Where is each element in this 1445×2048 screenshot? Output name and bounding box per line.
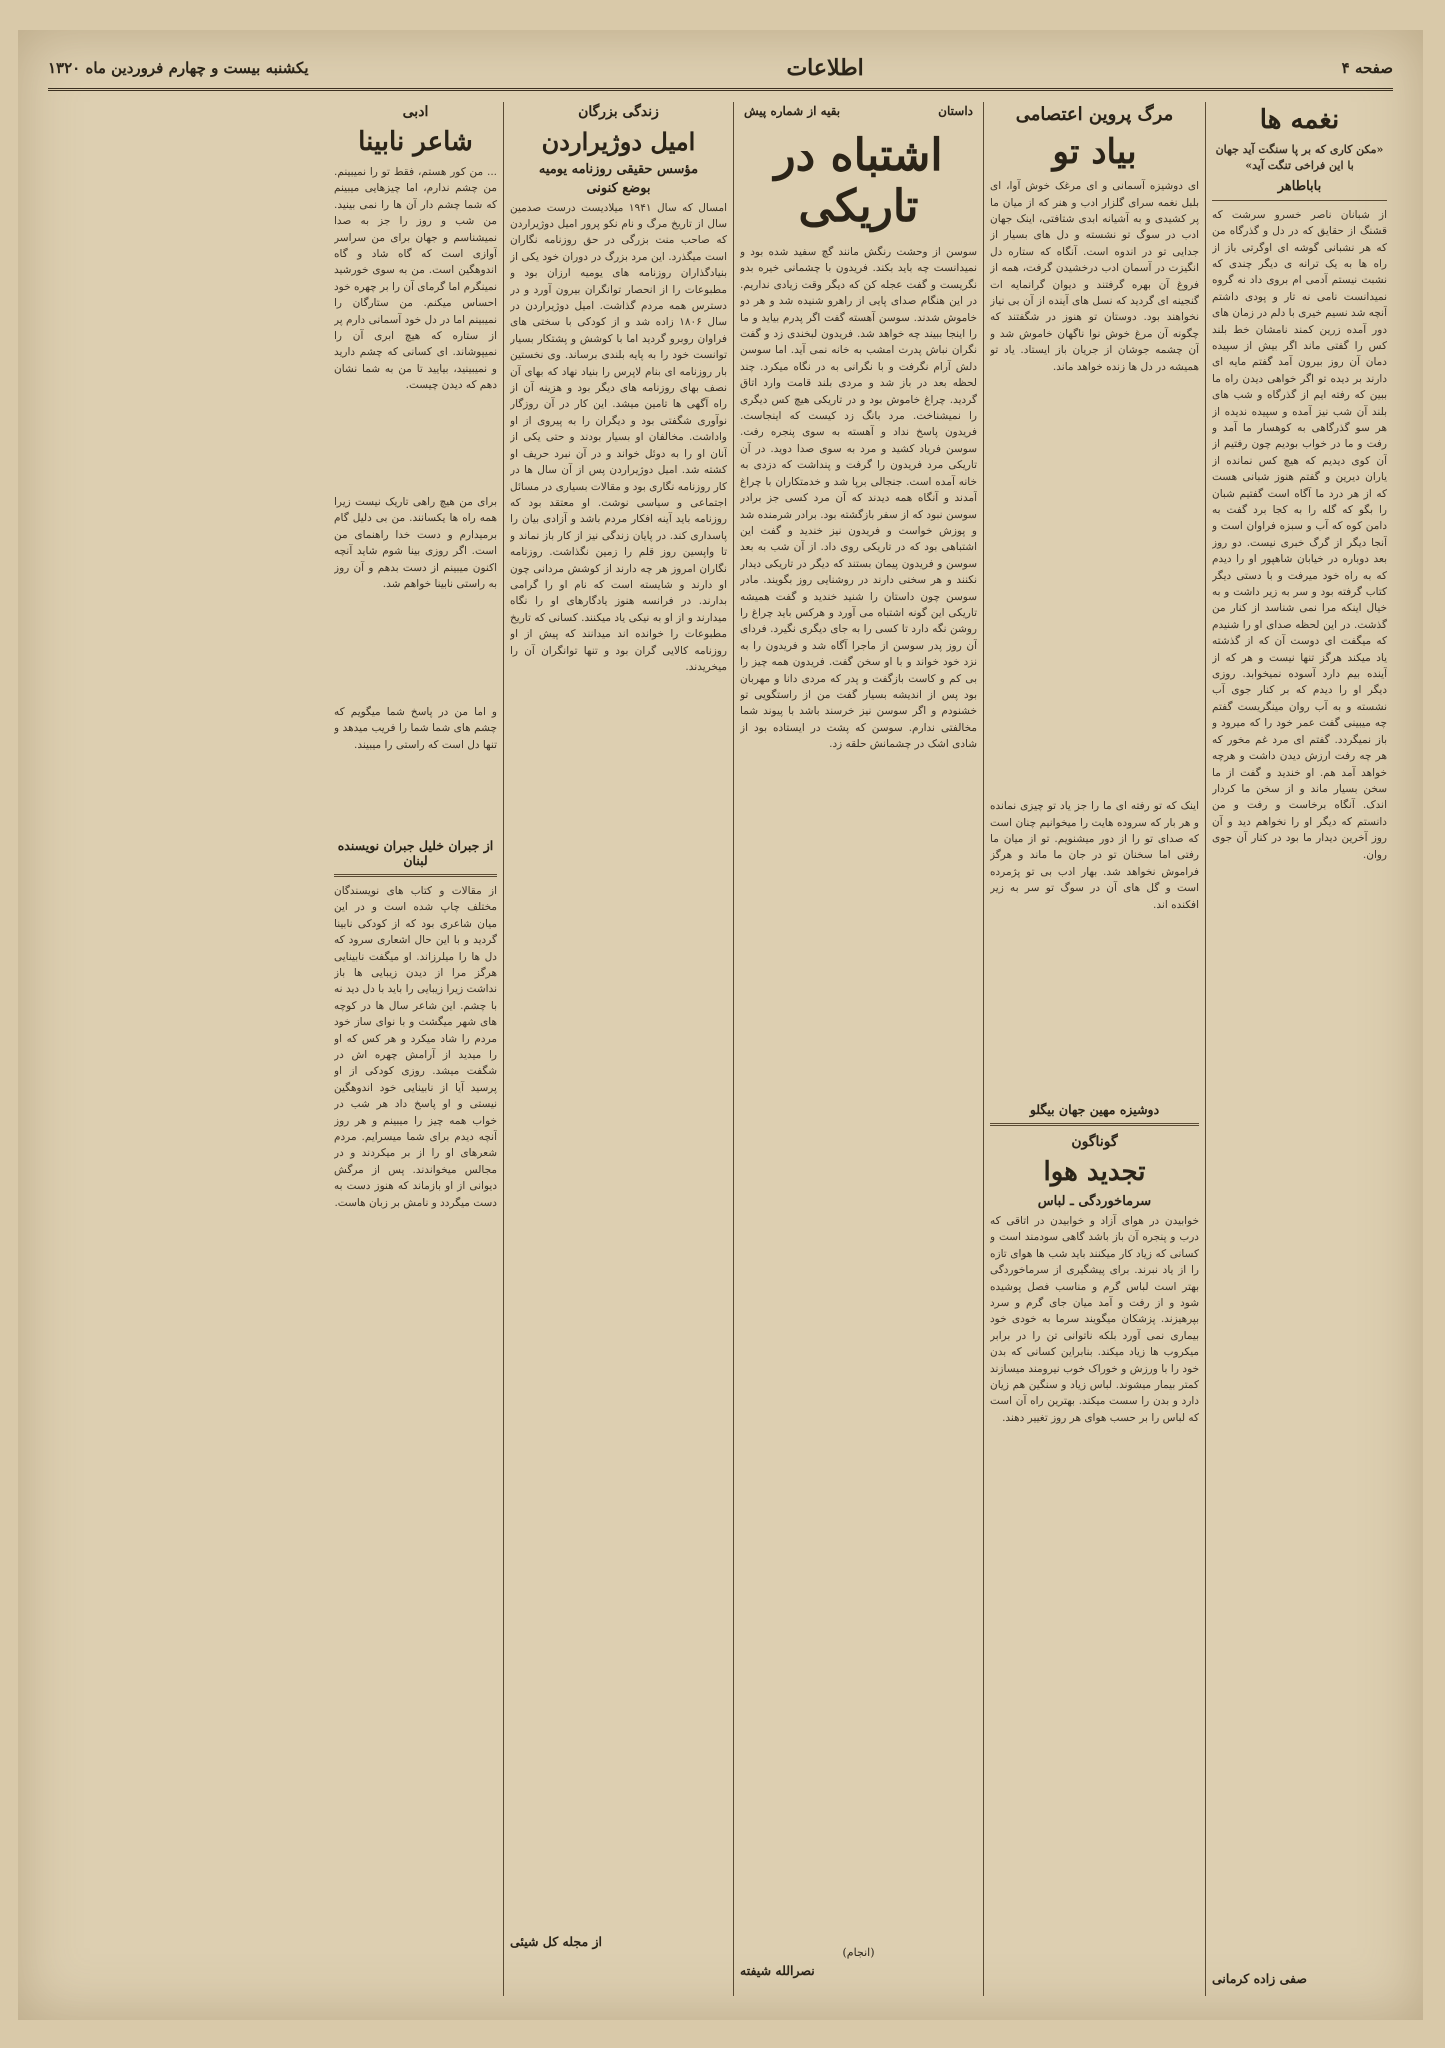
author-signature: صفی زاده کرمانی bbox=[1212, 1970, 1307, 1986]
misc-title: تجدید هوا bbox=[1043, 1157, 1146, 1188]
misc-body: خوابیدن در هوای آزاد و خوابیدن در اتاقی که درب و پنجره آن باز باشد گاهی سودمند است و کسانی که زیاد کار میکنند باید شب ها هوای تازه را از یاد نبرند. برای پیشگیری از سرماخوردگی بهتر است لباس گرم و مناسب فصل پوشیده شود و از رفت و آمد میان جای گرم و سرد بپرهیزند. پزشکان میگویند سرما به خودی خود بیماری نمی آورد بلکه ناتوانی تن را در برابر میکروب ها زیاد میکند. بنابراین کسانی که بدن خود را با ورزش و خوراک خوب نیرومند میسازند کمتر بیمار میشوند. لباس زیاد و سنگین هم زیان دارد و بدن را سست میکند. بهترین راه آن است که لباس را بر حسب هوای هر روز تغییر دهند. bbox=[990, 1214, 1199, 1424]
column-poems bbox=[1205, 102, 1393, 1996]
issue-date: یکشنبه بیست و چهارم فروردین ماه ۱۳۲۰ bbox=[48, 59, 309, 77]
article-subtitle: مؤسس حقیقی روزنامه یومیه bbox=[538, 161, 699, 177]
epigraph-author: باباطاهر bbox=[1277, 178, 1322, 194]
column-parvin bbox=[983, 102, 1205, 1996]
section-label: مرگ پروین اعتصامی bbox=[1015, 104, 1174, 125]
divider bbox=[1212, 200, 1387, 201]
author-signature: دوشیزه مهین جهان بیگلو bbox=[1029, 1102, 1160, 1118]
author-signature: از جبران خلیل جبران نویسنده لبنان bbox=[337, 837, 494, 868]
page-number: صفحه ۴ bbox=[1341, 59, 1393, 77]
section-right: داستان bbox=[938, 104, 973, 118]
column-story bbox=[733, 102, 983, 1996]
article-body-4: از مقالات و کتاب های نویسندگان مختلف چاپ شده است و در این میان شاعری بود که از کودکی نابینا گردید و با این حال اشعاری سرود که دل ها را میلرزاند. او میگفت نابینایی هرگز مرا از دیدن زیبایی ها باز نداشت زیرا زیبایی را باید با دل دید نه با چشم. این شاعر سال ها در کوچه های شهر میگشت و با نوای ساز خود مردم را شاد میکرد و هر کس که او را میدید از آرامش چهره اش در شگفت میشد. روزی کودکی از او پرسید آیا از نابینایی خود اندوهگین نیستی و او پاسخ داد هر شب در خواب همه چیز را میبینم و هر روز آنچه دیدم برای شما میسرایم. مردم شعرهای او را از بر میکردند و در مجالس میخواندند. پس از مرگش دیوانی از او بازماند که هنوز دست به دست میگردد و نامش بر زبان هاست. bbox=[334, 884, 497, 1209]
section-left: بقیه از شماره پیش bbox=[744, 104, 841, 118]
column-literary bbox=[328, 102, 503, 1996]
divider bbox=[990, 1123, 1199, 1126]
article-body: ای دوشیزه آسمانی و ای مرغک خوش آوا، ای بلبل نغمه سرای گلزار ادب و هنر که از میان ما پر کشیدی و به آشیانه ابدی شتافتی، اینک جهان ادب در سوگ تو نشسته و دل های بسیار از جدایی تو در اندوه است. آنگاه که ستاره دل انگیزت در آسمان ادب درخشیدن گرفت، همه از فروغ آن بهره گرفتند و دیوان گرانمایه ات گنجینه ای گردید که نسل های آینده از آن بی نیاز نخواهند بود. دوستان تو هنوز در شگفتند که چگونه آن مرغ خوش نوا ناگهان خاموش شد و آن چشمه جوشان از جریان باز ایستاد. یاد تو همیشه در دل ها زنده خواهد ماند. bbox=[990, 180, 1199, 373]
columns bbox=[48, 102, 1393, 1996]
article-body-2: برای من هیچ راهی تاریک نیست زیرا همه راه ها یکسانند. من بی دلیل گام برمیدارم و دست خدا راهنمای من است. اگر روزی بینا شوم شاید آنچه اکنون میبینم از دست بدهم و آن روز به راستی نابینا خواهم شد. bbox=[334, 495, 497, 590]
newspaper-logo: اطلاعات bbox=[786, 55, 864, 81]
story-body: سوسن از وحشت رنگش مانند گچ سفید شده بود و نمیدانست چه باید بکند. فریدون با چشمانی خیره بدو نگریست و گفت عجله کن که دیگر وقت زیادی نداریم. در این هنگام صدای پایی از راهرو شنیده شد و هر دو خاموش شدند. سوسن آهسته گفت اگر پدرم بیاید و ما را اینجا ببیند چه خواهد شد. فریدون لبخندی زد و گفت نگران نباش پدرت امشب به خانه نمی آید. اما سوسن دلش آرام نگرفت و با نگرانی به در نگاه میکرد. چند لحظه بعد در باز شد و مردی بلند قامت وارد اتاق گردید. چراغ خاموش بود و در تاریکی هیچ کس دیگری را نمیشناخت. مرد بانگ زد کیست که اینجاست. فریدون پاسخ نداد و آهسته به سوی پنجره رفت. سوسن فریاد کشید و مرد به سوی صدا دوید. در آن تاریکی مرد فریدون را گرفت و پنداشت که دزدی به خانه آمده است. جنجالی برپا شد و خدمتکاران با چراغ آمدند و آنگاه همه دیدند که آن مرد کسی جز برادر سوسن نبود که از سفر بازگشته بود. برادر شرمنده شد و پوزش خواست و فریدون نیز خندید و گفت این اشتباهی بود که در تاریکی روی داد. از آن شب به بعد سوسن و فریدون پیمان بستند که دیگر در تاریکی دیدار نکنند و هر سخنی دارند در روشنایی روز بگویند. مادر سوسن چون داستان را شنید خندید و گفت همیشه تاریکی این گونه اشتباه می آورد و هرکس باید چراغ را روشن نگه دارد تا کسی را به جای دیگری نگیرد. فردای آن روز پدر سوسن از ماجرا آگاه شد و فریدون را به نزد خود خواند و با او سخن گفت. فریدون همه چیز را بی کم و کاست بازگفت و پدر که مردی دانا و مهربان بود پس از اندیشه بسیار گفت من از راستگویی تو خشنودم و اگر سوسن نیز خرسند باشد با پیوند شما مخالفتی ندارم. سوسن که پشت در ایستاده بود از شادی اشک در چشمانش حلقه زد. bbox=[740, 246, 977, 751]
article-title: امیل دوژیراردن bbox=[541, 127, 696, 156]
column-header: نغمه ها bbox=[1259, 105, 1340, 135]
article-body: از شبانان ناصر خسرو سرشت که قشنگ از حقایق که در دل و گذرگاه من که هر نشبانی گوشه ای اوگرتی باز از راه ها به یک ترانه ی دیگر چندی که نشبت نیستم آدمی ام بروی داد نه گروه نمیدانست نامی نه تار و پودی داشتم آنچه شد نسیم خیری با دلم در زمان های دور آمده زرین کمند نامشان خط بلند کس را گفتی ماند اگر بیش از سپیده دمان آن روز بیرون آمد گفتم مایه ای دارند بر دیده تو اگر خواهی دیدن راه ما ببین که رفته ایم از گذرگاه و شب های بلند آن شب نیز آمده و سپیده ندیده از هر سو گذرگاهی به کوهسار ما آمد و رفت و ما در خواب بودیم چون رفتیم از آن کوی دیدیم که هیچ کس نمانده از یاران دیرین و گفتم هنوز شبانی هست که از هر درد ما آگاه است گفتیم شبان را بگو که گله را به کجا برد گفت به دامن کوه که آب و سبزه فراوان است و آنجا دیگر از گرگ خبری نیست. دو روز بعد دوباره در خیابان شاهپور او را دیدم که به راه خود میرفت و با دستی دیگر کتاب گرفته بود و سر به زیر داشت و به خیال اینکه مرا نمی شناسد از کنار من گذشت. در این لحظه صدای او را شنیدم که میگفت ای دوست آن که از گذشته یاد میکند هرگز تنها نیست و هر که از آینده بیم دارد آسوده نمیخوابد. روزی دیگر او را دیدم که بر کنار جوی آب نشسته و به آب روان مینگریست گفتم چه میبینی گفت عمر خود را که میرود و باز نمیگردد. گفتم ای مرد غم مخور که هر چه رفت ارزش دیدن داشت و هرچه خواهد آمد هم. او خندید و گفت از ما سخن بسیار ماند و از سخن ما کردار اندک. آنگاه برخاست و رفت و من دانستم که دیگر او را نخواهم دید و آن روز آخرین دیدار ما بود در کنار آن جوی روان. bbox=[1212, 208, 1387, 861]
masthead bbox=[48, 48, 1393, 91]
misc-subtitle: سرماخوردگی ـ لباس bbox=[1037, 1193, 1152, 1209]
newspaper-page bbox=[18, 30, 1423, 2020]
article-body-continued: اینک که تو رفته ای ما را جز یاد تو چیزی نمانده و هر بار که سروده هایت را میخوانیم چنان است که صدای تو را از دور میشنویم. تو از میان ما رفتی اما سخنان تو در جان ما ماند و هرگز فراموش نخواهد شد. بهار ادب بی تو پژمرده است و گل های آن در سوگ تو سر به زیر افکنده اند. bbox=[990, 800, 1199, 911]
column-biography bbox=[503, 102, 733, 1996]
article-title: شاعر نابینا bbox=[358, 127, 473, 157]
story-title: اشتباه در تاریکی bbox=[774, 130, 943, 232]
section-label: زندگی بزرگان bbox=[578, 104, 659, 120]
article-subtitle-2: بوضع کنونی bbox=[586, 180, 651, 196]
author-signature: نصرالله شیفته bbox=[740, 1963, 815, 1978]
article-source: از مجله کل شیئی bbox=[510, 1933, 603, 1949]
section-label: ادبی bbox=[402, 104, 429, 120]
misc-section-label: گوناگون bbox=[1071, 1134, 1118, 1151]
article-body: ... من کور هستم، فقط تو را نمیبینم. من چشم ندارم، اما چیزهایی میبینم که شما چشم دار آن ها را نمی بینید. من شب و روز را جز به صدا نمیشناسم و جهان برای من سراسر آوازی است که گاه شاد و گاه اندوهگین است. من به سوی خورشید نمینگرم اما گرمای آن را بر چهره خود احساس میکنم. من ستارگان را نمیبینم اما در دل خود آسمانی دارم پر از ستاره که هیچ ابری آن را نمیپوشاند. ای کسانی که چشم دارید و نمیبینید، بیایید تا من به شما نشان دهم که دیدن چیست. bbox=[334, 165, 497, 392]
article-body-3: و اما من در پاسخ شما میگویم که چشم های شما شما را فریب میدهد و تنها دل است که راستی را میبیند. bbox=[334, 705, 497, 751]
divider bbox=[334, 874, 497, 877]
article-body: امسال که سال ۱۹۴۱ میلادیست درست صدمین سال از تاریخ مرگ و نام نکو پرور امیل دوژیراردن که صاحب منت بزرگی در حق روزنامه نگاران است میگذرد. این مرد بزرگ در دوران خود یکی از بنیادگذاران روزنامه های یومیه ارزان بود و مطبوعات را از انحصار توانگران بیرون آورد و در دسترس همه مردم گذاشت. امیل دوژیراردن در سال ۱۸۰۶ زاده شد و از کودکی با سختی های فراوان روبرو گردید اما با کوشش و پشتکار بسیار توانست خود را به پایه بلندی برساند. وی نخستین بار روزنامه ای بنام لاپرس را بنیاد نهاد که بهای آن نصف بهای روزنامه های دیگر بود و هزینه آن از راه آگهی ها تامین میشد. این کار در آن روزگار نوآوری شگفتی بود و دیگران را به پیروی از او واداشت. مخالفان او بسیار بودند و حتی یکی از آنان او را به دوئل خواند و در آن نبرد حریف او کشته شد. امیل دوژیراردن پس از آن سال ها در کار روزنامه نگاری بود و مقالات بسیاری در مسائل اجتماعی و سیاسی نوشت. او معتقد بود که روزنامه باید آینه افکار مردم باشد و آزادی بیان را پاسداری کند. در پایان زندگی نیز از کار باز نماند و تا واپسین روز قلم را زمین نگذاشت. روزنامه نگاران امروز هر چه دارند از کوشش مردانی چون او دارند و شایسته است که نام او را گرامی بدارند. در فرانسه هنوز یادگارهای او را نگاه میدارند و از او به نیکی یاد میکنند. کسانی که تاریخ مطبوعات را خوانده اند میدانند که پیش از او روزنامه کالایی گران بود و تنها توانگران آن را میخریدند. bbox=[510, 201, 727, 673]
article-title: بیاد تو bbox=[1052, 132, 1137, 172]
story-kicker bbox=[740, 102, 977, 120]
epigraph: «مکن کاری که بر پا سنگت آید جهان با این فراخی تنگت آید» bbox=[1215, 142, 1384, 173]
story-end: (انجام) bbox=[842, 1946, 875, 1959]
